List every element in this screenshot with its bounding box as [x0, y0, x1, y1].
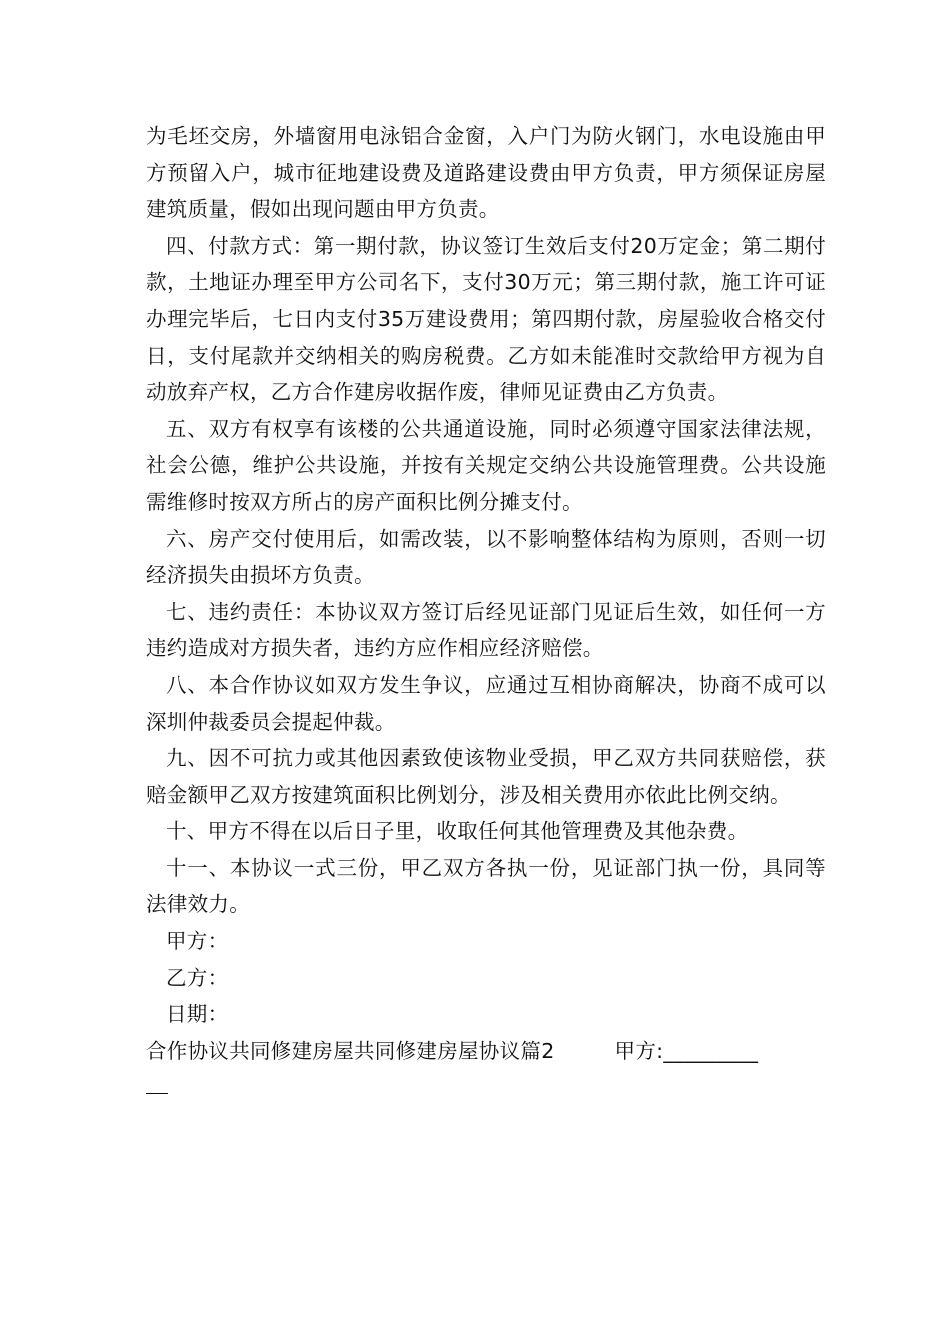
paragraph-force-majeure: 九、因不可抗力或其他因素致使该物业受损，甲乙双方共同获赔偿，获赔金额甲乙双方按建筑面积比例划分，涉及相关费用亦依此比例交纳。 — [146, 746, 826, 807]
next-section-heading: 合作协议共同修建房屋共同修建房屋协议篇2 — [146, 1038, 555, 1063]
paragraph-copies: 十一、本协议一式三份，甲乙双方各执一份，见证部门执一份，具同等法律效力。 — [146, 855, 826, 917]
party-a-blank: 甲方:_________ — [614, 1038, 759, 1063]
paragraph-payment-method: 四、付款方式：第一期付款，协议签订生效后支付20万定金；第二期付款，土地证办理至甲方公司名下，支付30万元；第三期付款，施工许可证办理完毕后，七日内支付35万建设费用；第四期付款，房屋验收合格交付日，支付尾款并交纳相关的购房税费。乙方如未能准时交款给甲方视为自动放弃产权，乙方合作建房收据作废，律师见证费由乙方负责。 — [146, 233, 826, 405]
paragraph-breach-liability: 七、违约责任：本协议双方签订后经见证部门见证后生效，如任何一方违约造成对方损失者，违约方应作相应经济赔偿。 — [146, 599, 826, 661]
paragraph-dispute-resolution: 八、本合作协议如双方发生争议，应通过互相协商解决，协商不成可以深圳仲裁委员会提起仲裁。 — [146, 672, 826, 734]
next-section-line — [146, 1033, 826, 1070]
signature-date: 日期： — [166, 1002, 229, 1027]
underline-tail — [146, 1083, 168, 1094]
paragraph-renovation: 六、房产交付使用后，如需改装，以不影响整体结构为原则，否则一切经济损失由损坏方负责。 — [146, 526, 826, 588]
paragraph-public-facilities: 五、双方有权享有该楼的公共通道设施，同时必须遵守国家法律法规，社会公德，维护公共设施，并按有关规定交纳公共设施管理费。公共设施需维修时按双方所占的房产面积比例分摊支付。 — [146, 416, 826, 514]
signature-party-a: 甲方： — [166, 929, 229, 954]
signature-party-b: 乙方： — [166, 965, 229, 990]
underline-continuation — [146, 1069, 826, 1106]
document-body — [146, 118, 826, 1106]
paragraph-no-extra-fees: 十、甲方不得在以后日子里，收取任何其他管理费及其他杂费。 — [166, 819, 749, 844]
paragraph-continuation: 为毛坯交房，外墙窗用电泳铝合金窗，入户门为防火钢门，水电设施由甲方预留入户，城市征地建设费及道路建设费由甲方负责，甲方须保证房屋建筑质量，假如出现问题由甲方负责。 — [146, 124, 826, 222]
